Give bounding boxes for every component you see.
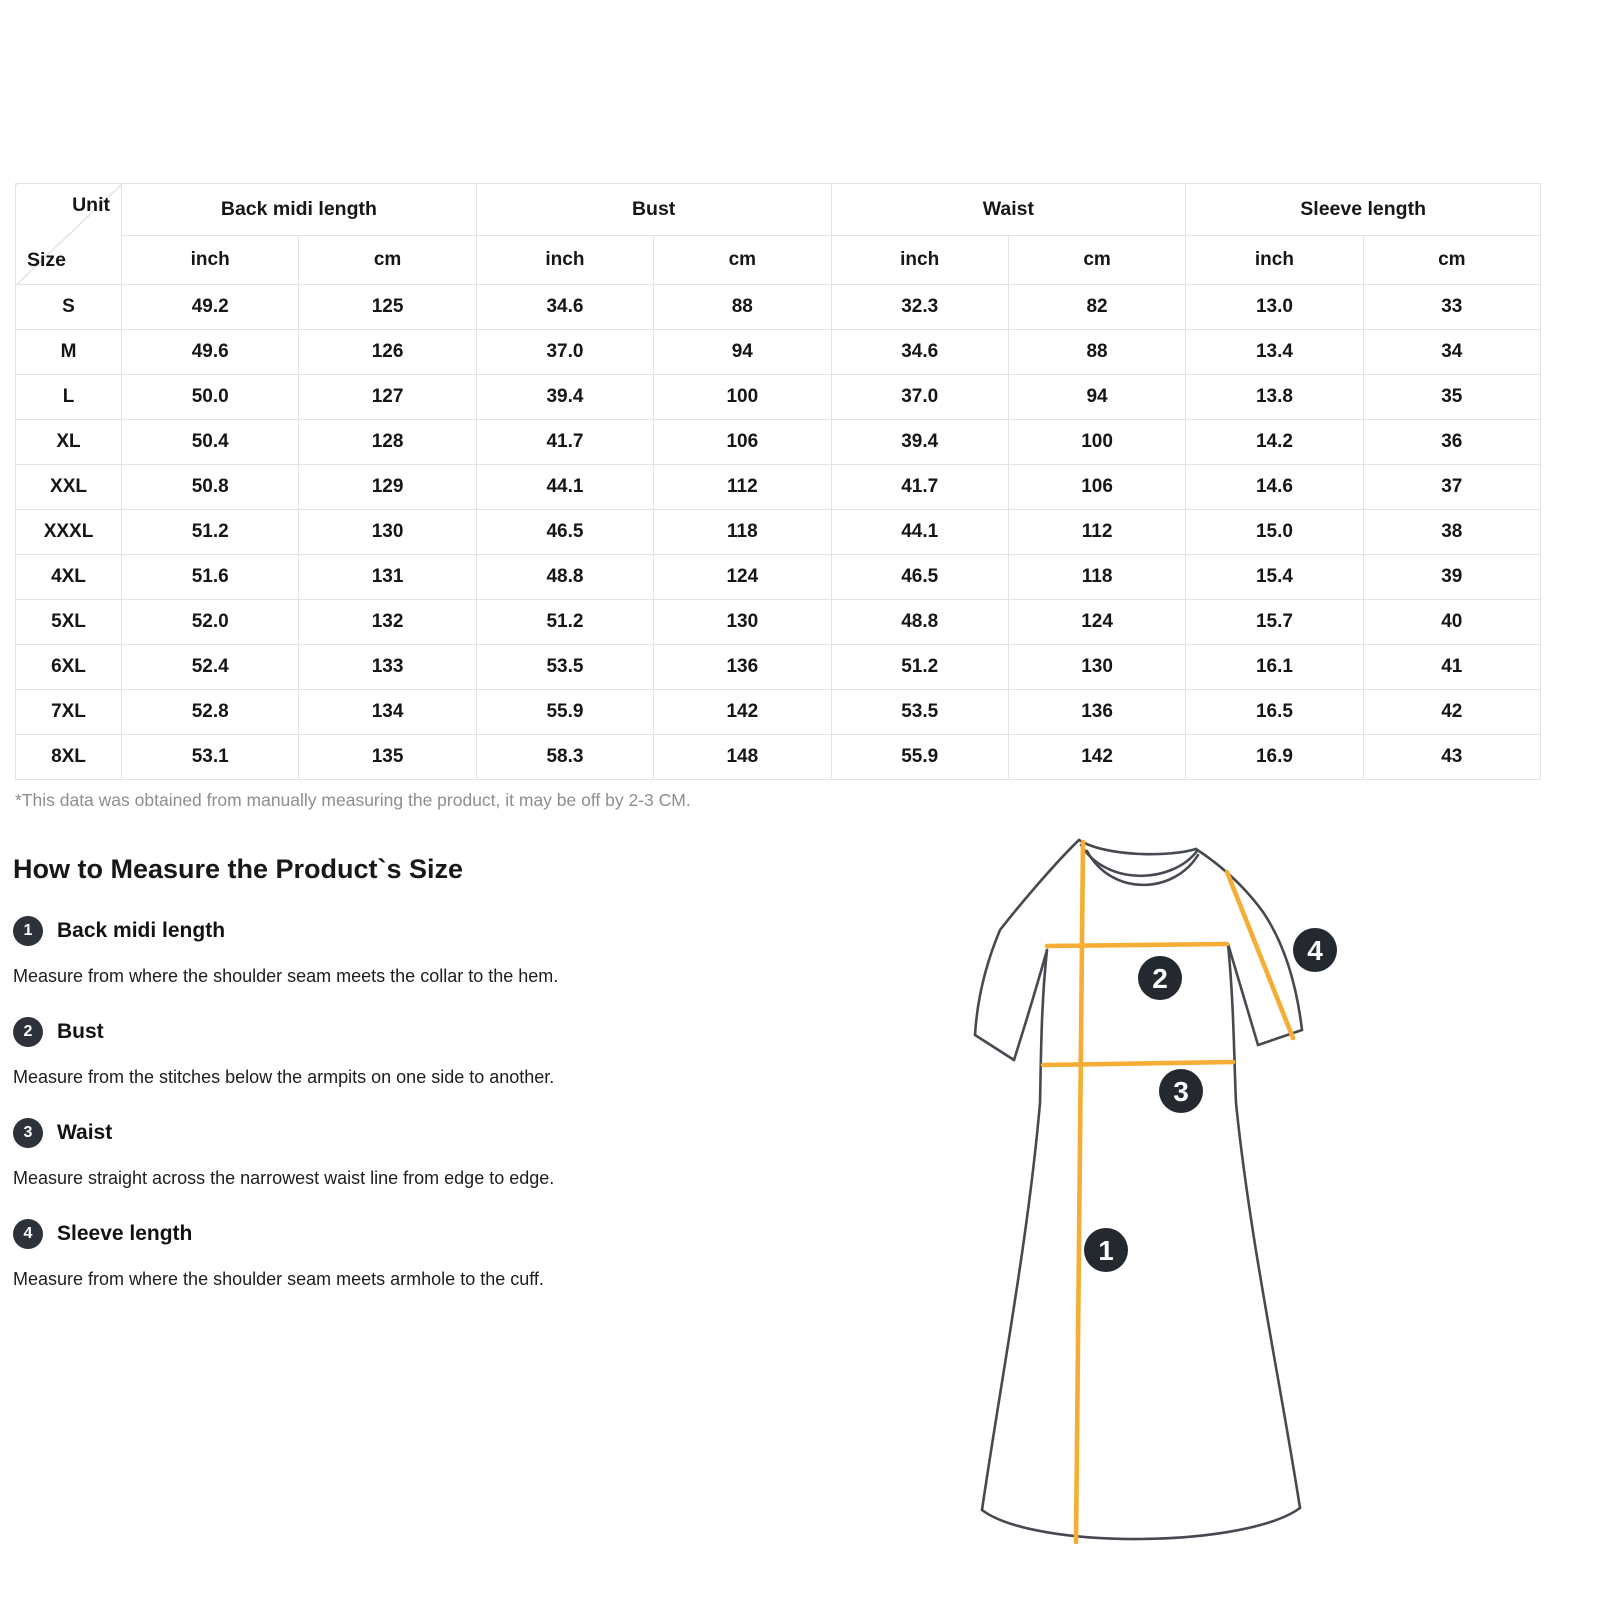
measurement-value-cell: 52.0 (122, 600, 299, 645)
group-header-row (16, 184, 1541, 236)
measure-line-sleeve-length (1227, 872, 1293, 1038)
measurement-value-cell: 38 (1363, 510, 1540, 555)
left-side-seam (982, 950, 1047, 1510)
measure-section (13, 1218, 571, 1292)
unit-header-cell: cm (1008, 236, 1185, 285)
measure-number-badge: 1 (13, 916, 43, 946)
measurement-value-cell: 48.8 (476, 555, 653, 600)
size-label-cell: 4XL (16, 555, 122, 600)
collar-band-outer-curve (1081, 845, 1197, 876)
measure-section-description: Measure from where the shoulder seam meets the collar to the hem. (13, 966, 559, 986)
measure-section-title-row (13, 1016, 571, 1047)
measurement-value-cell: 16.1 (1186, 645, 1363, 690)
measurement-lines (1043, 842, 1293, 1542)
measurement-value-cell: 128 (299, 420, 476, 465)
size-row (16, 600, 1541, 645)
collar-back-curve (1079, 840, 1196, 854)
measurement-value-cell: 16.9 (1186, 735, 1363, 780)
measurement-value-cell: 34.6 (831, 330, 1008, 375)
measurement-value-cell: 134 (299, 690, 476, 735)
measurement-value-cell: 14.6 (1186, 465, 1363, 510)
measurement-value-cell: 14.2 (1186, 420, 1363, 465)
size-row (16, 690, 1541, 735)
measurement-value-cell: 82 (1008, 285, 1185, 330)
measurement-value-cell: 44.1 (476, 465, 653, 510)
measure-section-title-row (13, 1117, 571, 1148)
size-label-cell: 8XL (16, 735, 122, 780)
measure-section-title: Back midi length (57, 918, 226, 942)
marker-4-badge (1293, 928, 1337, 972)
measurement-value-cell: 106 (1008, 465, 1185, 510)
measurement-value-cell: 15.0 (1186, 510, 1363, 555)
column-group-header: Back midi length (122, 184, 477, 236)
measurement-value-cell: 51.2 (831, 645, 1008, 690)
measurement-value-cell: 51.2 (476, 600, 653, 645)
measure-section (13, 1117, 571, 1191)
size-chart-table (15, 183, 1541, 780)
size-label-cell: 5XL (16, 600, 122, 645)
measurement-value-cell: 88 (654, 285, 831, 330)
measurement-value-cell: 131 (299, 555, 476, 600)
measure-section-title-row (13, 1218, 571, 1249)
measurement-value-cell: 32.3 (831, 285, 1008, 330)
size-chart-body (16, 285, 1541, 780)
size-label-cell: L (16, 375, 122, 420)
measurement-value-cell: 112 (654, 465, 831, 510)
size-label-cell: XL (16, 420, 122, 465)
measurement-value-cell: 94 (1008, 375, 1185, 420)
marker-3-badge (1159, 1069, 1203, 1113)
measurement-value-cell: 50.8 (122, 465, 299, 510)
measurement-value-cell: 52.8 (122, 690, 299, 735)
measurement-value-cell: 100 (654, 375, 831, 420)
unit-header-cell: cm (654, 236, 831, 285)
size-label-cell: XXL (16, 465, 122, 510)
measurement-value-cell: 53.1 (122, 735, 299, 780)
measurement-value-cell: 36 (1363, 420, 1540, 465)
measure-number-badge: 4 (13, 1219, 43, 1249)
size-row (16, 735, 1541, 780)
size-row (16, 420, 1541, 465)
measurement-value-cell: 37 (1363, 465, 1540, 510)
measurement-value-cell: 16.5 (1186, 690, 1363, 735)
measurement-value-cell: 49.6 (122, 330, 299, 375)
corner-unit-label: Unit (72, 194, 110, 216)
measurement-value-cell: 100 (1008, 420, 1185, 465)
measurement-value-cell: 37.0 (476, 330, 653, 375)
size-label-cell: XXXL (16, 510, 122, 555)
measurement-value-cell: 124 (1008, 600, 1185, 645)
measurement-value-cell: 53.5 (476, 645, 653, 690)
unit-header-cell: inch (476, 236, 653, 285)
unit-header-cell: inch (831, 236, 1008, 285)
column-group-header: Sleeve length (1186, 184, 1541, 236)
measurement-value-cell: 33 (1363, 285, 1540, 330)
corner-size-label: Size (27, 249, 67, 271)
unit-size-corner-cell (16, 184, 122, 285)
measurement-value-cell: 15.7 (1186, 600, 1363, 645)
marker-1-number: 1 (1098, 1235, 1114, 1266)
size-row (16, 330, 1541, 375)
measurement-value-cell: 132 (299, 600, 476, 645)
size-row (16, 375, 1541, 420)
measurement-value-cell: 118 (1008, 555, 1185, 600)
measurement-value-cell: 52.4 (122, 645, 299, 690)
size-chart-header (16, 184, 1541, 285)
measurement-value-cell: 44.1 (831, 510, 1008, 555)
measure-line-bust (1047, 944, 1227, 946)
size-row (16, 645, 1541, 690)
measurement-value-cell: 130 (1008, 645, 1185, 690)
right-cuff-edge (1258, 1030, 1302, 1045)
hem-edge (982, 1508, 1300, 1539)
measurement-value-cell: 39 (1363, 555, 1540, 600)
measurement-value-cell: 34 (1363, 330, 1540, 375)
measurement-value-cell: 53.5 (831, 690, 1008, 735)
size-label-cell: S (16, 285, 122, 330)
measurement-value-cell: 118 (654, 510, 831, 555)
measurement-value-cell: 43 (1363, 735, 1540, 780)
measure-section-description: Measure straight across the narrowest waist line from edge to edge. (13, 1168, 555, 1188)
measurement-value-cell: 39.4 (476, 375, 653, 420)
marker-3-number: 3 (1173, 1076, 1189, 1107)
marker-2-badge (1138, 956, 1182, 1000)
measurement-value-cell: 39.4 (831, 420, 1008, 465)
measurement-value-cell: 48.8 (831, 600, 1008, 645)
unit-header-cell: cm (299, 236, 476, 285)
measurement-value-cell: 13.4 (1186, 330, 1363, 375)
measure-number-badge: 3 (13, 1118, 43, 1148)
measurement-value-cell: 133 (299, 645, 476, 690)
left-sleeve-outer-edge (975, 840, 1079, 1035)
measurement-value-cell: 94 (654, 330, 831, 375)
size-label-cell: 6XL (16, 645, 122, 690)
measurement-value-cell: 112 (1008, 510, 1185, 555)
marker-1-badge (1084, 1228, 1128, 1272)
measurement-value-cell: 46.5 (831, 555, 1008, 600)
measurement-value-cell: 88 (1008, 330, 1185, 375)
measurement-value-cell: 13.0 (1186, 285, 1363, 330)
measurement-value-cell: 124 (654, 555, 831, 600)
left-cuff-edge (975, 1035, 1014, 1060)
unit-header-cell: cm (1363, 236, 1540, 285)
measurement-value-cell: 129 (299, 465, 476, 510)
measurement-value-cell: 41.7 (476, 420, 653, 465)
measurement-value-cell: 13.8 (1186, 375, 1363, 420)
column-group-header: Waist (831, 184, 1186, 236)
measure-section-title: Bust (57, 1019, 104, 1043)
measurement-value-cell: 130 (299, 510, 476, 555)
measure-line-waist (1043, 1062, 1233, 1065)
measurement-value-cell: 135 (299, 735, 476, 780)
marker-4-number: 4 (1307, 935, 1323, 966)
measurement-value-cell: 136 (1008, 690, 1185, 735)
measurement-value-cell: 55.9 (831, 735, 1008, 780)
column-group-header: Bust (476, 184, 831, 236)
measurement-value-cell: 50.0 (122, 375, 299, 420)
measure-sections (13, 915, 571, 1319)
dress-measurement-diagram (900, 800, 1420, 1590)
unit-header-row (16, 236, 1541, 285)
measurement-value-cell: 41 (1363, 645, 1540, 690)
measurement-value-cell: 46.5 (476, 510, 653, 555)
measurement-value-cell: 51.2 (122, 510, 299, 555)
measure-section-title: Sleeve length (57, 1221, 193, 1245)
measure-section-title-row (13, 915, 571, 946)
size-row (16, 465, 1541, 510)
measurement-value-cell: 125 (299, 285, 476, 330)
measure-heading: How to Measure the Product`s Size (13, 854, 464, 884)
measurement-value-cell: 41.7 (831, 465, 1008, 510)
right-sleeve-outer-edge (1196, 849, 1302, 1030)
measurement-value-cell: 55.9 (476, 690, 653, 735)
measurement-value-cell: 136 (654, 645, 831, 690)
table-footnote: *This data was obtained from manually measuring the product, it may be off by 2-3 CM. (15, 790, 691, 810)
size-label-cell: M (16, 330, 122, 375)
size-row (16, 555, 1541, 600)
marker-2-number: 2 (1152, 963, 1168, 994)
measure-number-badge: 2 (13, 1017, 43, 1047)
measure-section-title: Waist (57, 1120, 113, 1144)
measurement-value-cell: 34.6 (476, 285, 653, 330)
measure-section-description: Measure from the stitches below the armpits on one side to another. (13, 1067, 555, 1087)
size-row (16, 285, 1541, 330)
size-row (16, 510, 1541, 555)
measurement-value-cell: 40 (1363, 600, 1540, 645)
measurement-value-cell: 37.0 (831, 375, 1008, 420)
measurement-value-cell: 15.4 (1186, 555, 1363, 600)
unit-header-cell: inch (1186, 236, 1363, 285)
measurement-value-cell: 106 (654, 420, 831, 465)
measure-section (13, 1016, 571, 1090)
measurement-value-cell: 126 (299, 330, 476, 375)
measurement-value-cell: 49.2 (122, 285, 299, 330)
measurement-value-cell: 35 (1363, 375, 1540, 420)
measurement-value-cell: 42 (1363, 690, 1540, 735)
measurement-value-cell: 130 (654, 600, 831, 645)
measurement-value-cell: 58.3 (476, 735, 653, 780)
measure-section (13, 915, 571, 989)
measure-section-description: Measure from where the shoulder seam meets armhole to the cuff. (13, 1269, 544, 1289)
measurement-value-cell: 142 (1008, 735, 1185, 780)
measurement-value-cell: 50.4 (122, 420, 299, 465)
size-label-cell: 7XL (16, 690, 122, 735)
measurement-value-cell: 127 (299, 375, 476, 420)
unit-header-cell: inch (122, 236, 299, 285)
measurement-value-cell: 142 (654, 690, 831, 735)
measurement-value-cell: 148 (654, 735, 831, 780)
measurement-value-cell: 51.6 (122, 555, 299, 600)
